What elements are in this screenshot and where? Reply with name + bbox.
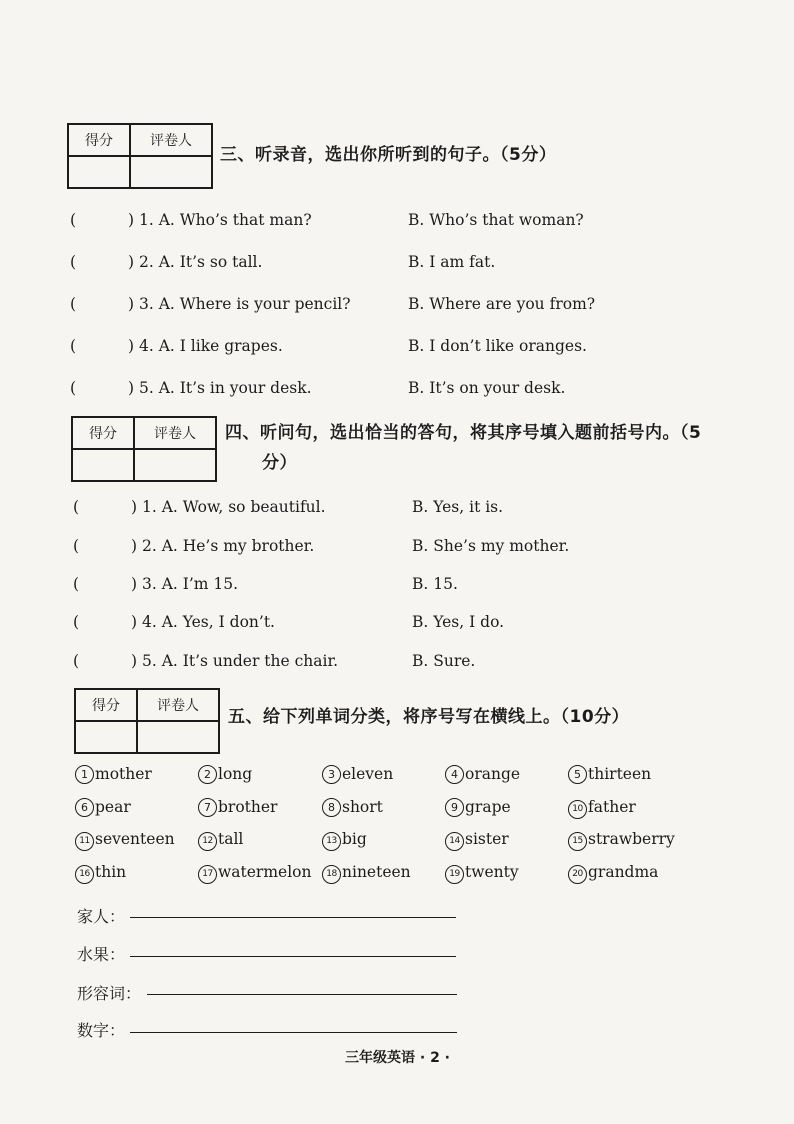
word-text: twenty [465, 863, 519, 881]
word-item [75, 830, 175, 851]
circled-number: 2 [198, 765, 217, 784]
word-text: sister [465, 830, 509, 848]
word-text: mother [95, 765, 152, 783]
circled-number: 14 [445, 832, 464, 851]
circled-number: 18 [322, 865, 341, 884]
option-b: B. 15. [412, 575, 458, 593]
score-cell[interactable] [68, 156, 130, 188]
circled-number: 8 [322, 798, 341, 817]
word-item [445, 765, 520, 784]
answer-paren[interactable]: ( [73, 652, 80, 670]
option-b: B. Where are you from? [408, 295, 596, 313]
word-text: nineteen [342, 863, 411, 881]
category-adjective-answer-line[interactable] [147, 994, 457, 995]
grader-label: 评卷人 [137, 689, 219, 721]
word-item [198, 830, 243, 851]
category-number-label: 数字： [77, 1021, 126, 1040]
word-item [322, 798, 383, 817]
circled-number: 10 [568, 800, 587, 819]
score-box-section-3 [67, 123, 213, 189]
answer-paren[interactable]: ( [73, 613, 80, 631]
question-row [70, 377, 770, 399]
option-a: ) 5. A. It’s in your desk. [128, 379, 312, 397]
option-b: B. Yes, I do. [412, 613, 505, 631]
circled-number: 5 [568, 765, 587, 784]
word-item [75, 863, 126, 884]
option-b: B. It’s on your desk. [408, 379, 566, 397]
circled-number: 15 [568, 832, 587, 851]
question-row [70, 335, 770, 357]
word-item [198, 765, 252, 784]
question-row [70, 251, 770, 273]
word-text: grape [465, 798, 511, 816]
circled-number: 6 [75, 798, 94, 817]
answer-paren[interactable]: ( [70, 211, 77, 229]
question-row [73, 573, 773, 595]
word-item [445, 863, 519, 884]
option-a: ) 4. A. I like grapes. [128, 337, 283, 355]
word-item [75, 765, 152, 784]
circled-number: 11 [75, 832, 94, 851]
word-text: thirteen [588, 765, 652, 783]
question-row [73, 535, 773, 557]
grader-cell[interactable] [137, 721, 219, 753]
answer-paren[interactable]: ( [73, 537, 80, 555]
word-item [322, 830, 367, 851]
category-fruit-label: 水果： [77, 945, 126, 964]
word-text: long [218, 765, 253, 783]
category-family-label: 家人： [77, 907, 126, 926]
answer-paren[interactable]: ( [73, 575, 80, 593]
answer-paren[interactable]: ( [70, 379, 77, 397]
word-text: grandma [588, 863, 659, 881]
word-item [322, 765, 393, 784]
section-5-title: 五、给下列单词分类，将序号写在横线上。（10分） [228, 707, 630, 727]
question-row [73, 496, 773, 518]
circled-number: 13 [322, 832, 341, 851]
word-item [568, 830, 675, 851]
circled-number: 1 [75, 765, 94, 784]
section-4-title-line1: 四、听问句，选出恰当的答句，将其序号填入题前括号内。（5 [225, 423, 702, 443]
score-cell[interactable] [72, 449, 134, 481]
grader-label: 评卷人 [130, 124, 212, 156]
option-a: ) 2. A. It’s so tall. [128, 253, 263, 271]
answer-paren[interactable]: ( [70, 337, 77, 355]
score-label: 得分 [72, 417, 134, 449]
option-a: ) 1. A. Who’s that man? [128, 211, 312, 229]
word-item [568, 863, 658, 884]
option-a: ) 4. A. Yes, I don’t. [131, 613, 275, 631]
option-b: B. She’s my mother. [412, 537, 570, 555]
score-label: 得分 [68, 124, 130, 156]
circled-number: 17 [198, 865, 217, 884]
word-text: eleven [342, 765, 394, 783]
category-adjective-label: 形容词： [77, 984, 142, 1003]
option-a: ) 3. A. Where is your pencil? [128, 295, 351, 313]
word-text: pear [95, 798, 131, 816]
question-row [73, 650, 773, 672]
option-b: B. I don’t like oranges. [408, 337, 587, 355]
answer-paren[interactable]: ( [70, 295, 77, 313]
answer-paren[interactable]: ( [73, 498, 80, 516]
word-text: thin [95, 863, 127, 881]
word-item [75, 798, 131, 817]
circled-number: 9 [445, 798, 464, 817]
page-footer: 三年级英语 · 2 · [345, 1050, 450, 1066]
circled-number: 3 [322, 765, 341, 784]
option-b: B. I am fat. [408, 253, 496, 271]
section-4-title-line2: 分） [262, 453, 297, 473]
option-b: B. Sure. [412, 652, 476, 670]
answer-paren[interactable]: ( [70, 253, 77, 271]
word-item [198, 798, 277, 817]
option-b: B. Yes, it is. [412, 498, 504, 516]
word-text: seventeen [95, 830, 175, 848]
grader-label: 评卷人 [134, 417, 216, 449]
grader-cell[interactable] [130, 156, 212, 188]
word-text: short [342, 798, 383, 816]
word-item [445, 798, 511, 817]
option-a: ) 2. A. He’s my brother. [131, 537, 315, 555]
word-text: orange [465, 765, 521, 783]
word-item [445, 830, 509, 851]
word-text: father [588, 798, 636, 816]
option-b: B. Who’s that woman? [408, 211, 584, 229]
section-3-title: 三、听录音，选出你所听到的句子。（5分） [220, 145, 557, 165]
word-item [568, 798, 636, 819]
category-number-answer-line[interactable] [130, 1032, 457, 1033]
word-text: big [342, 830, 367, 848]
option-a: ) 1. A. Wow, so beautiful. [131, 498, 326, 516]
word-item [568, 765, 651, 784]
question-row [70, 293, 770, 315]
category-family-answer-line[interactable] [130, 917, 456, 918]
word-text: brother [218, 798, 278, 816]
score-label: 得分 [75, 689, 137, 721]
question-row [70, 209, 770, 231]
category-fruit-answer-line[interactable] [130, 956, 456, 957]
word-text: strawberry [588, 830, 675, 848]
option-a: ) 3. A. I’m 15. [131, 575, 239, 593]
circled-number: 19 [445, 865, 464, 884]
word-item [198, 863, 311, 884]
circled-number: 4 [445, 765, 464, 784]
word-text: watermelon [218, 863, 312, 881]
circled-number: 16 [75, 865, 94, 884]
grader-cell[interactable] [134, 449, 216, 481]
score-box-section-5 [74, 688, 220, 754]
circled-number: 7 [198, 798, 217, 817]
circled-number: 20 [568, 865, 587, 884]
word-text: tall [218, 830, 244, 848]
circled-number: 12 [198, 832, 217, 851]
question-row [73, 611, 773, 633]
score-box-section-4 [71, 416, 217, 482]
word-item [322, 863, 411, 884]
option-a: ) 5. A. It’s under the chair. [131, 652, 339, 670]
score-cell[interactable] [75, 721, 137, 753]
